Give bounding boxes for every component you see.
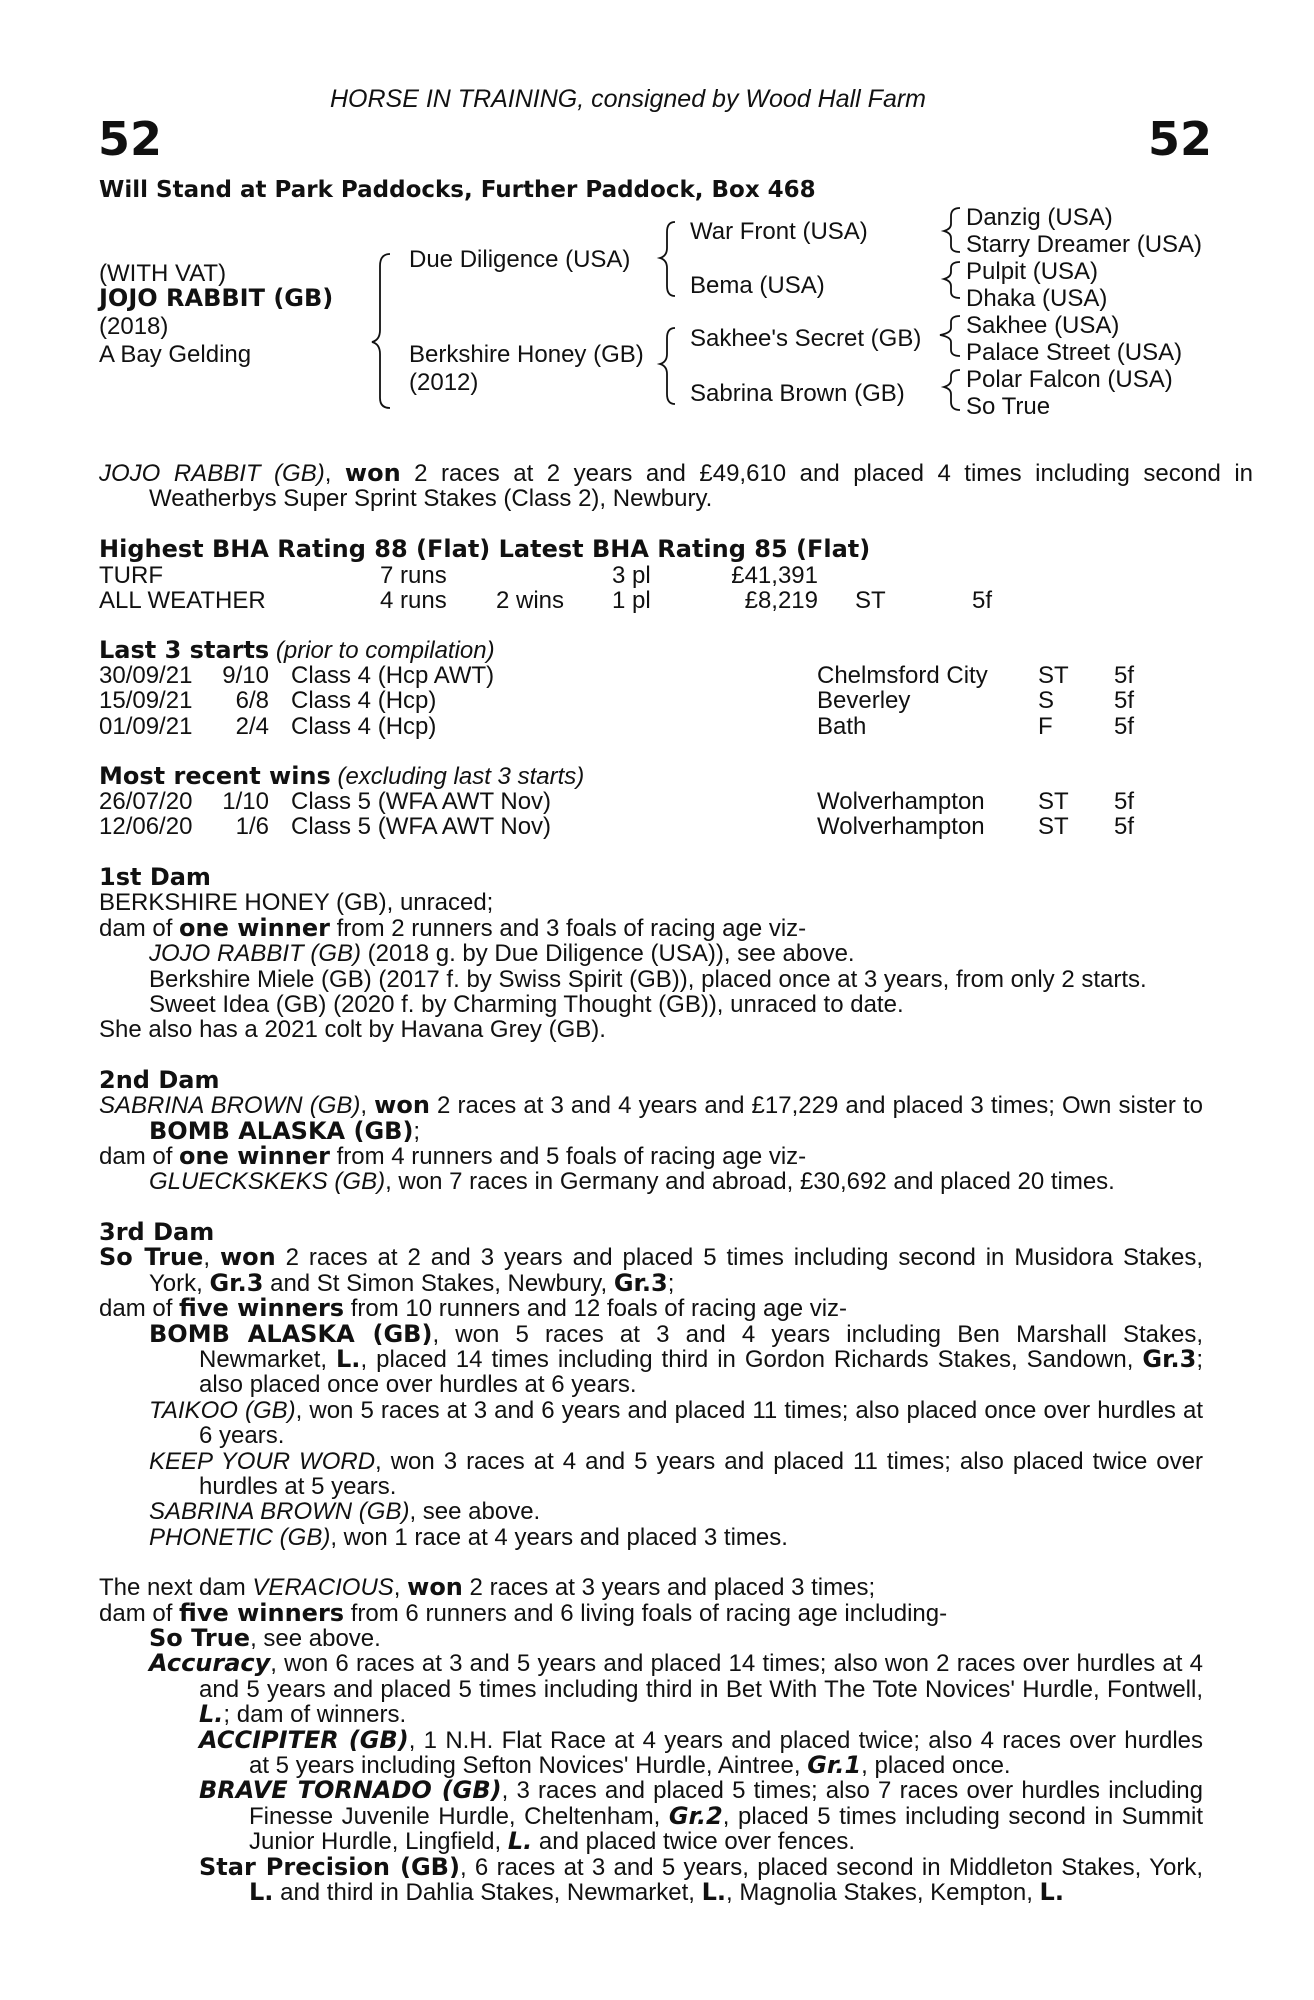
produce-entry: SABRINA BROWN (GB), see above.	[149, 1498, 541, 1526]
next-dam-line: The next dam VERACIOUS, won 2 races at 3 years and placed 3 times;	[99, 1573, 876, 1602]
grandsire-3: Pulpit (USA)	[966, 258, 1099, 285]
produce-entry: Sweet Idea (GB) (2020 f. by Charming Thought (GB)), unraced to date.	[149, 991, 904, 1019]
recent-wins-heading: Most recent wins (excluding last 3 starts)	[99, 762, 585, 790]
sire-sire: War Front (USA)	[690, 218, 868, 245]
first-dam-produce-line: dam of one winner from 2 runners and 3 foals of racing age viz-	[99, 913, 807, 942]
stand-location: Will Stand at Park Paddocks, Further Paddock, Box 468	[99, 177, 816, 203]
next-dam-produce-line: dam of five winners from 6 runners and 6 living foals of racing age including-	[99, 1598, 948, 1627]
grandsire-1: Danzig (USA)	[966, 204, 1113, 231]
table-row: 01/09/21 2/4 Class 4 (Hcp) Bath F 5f	[99, 712, 1135, 740]
produce-entry: Accuracy, won 6 races at 3 and 5 years and placed 14 times; also won 2 races over hurdles at 4 and 5 years and placed 5 times including third in Bet With The Tote Novices' Hurdle, Fontwell, L.; dam of winners.	[149, 1649, 1203, 1729]
produce-entry: GLUECKSKEKS (GB), won 7 races in Germany and abroad, £30,692 and placed 20 times.	[149, 1168, 1115, 1196]
summary-won: won	[344, 459, 401, 487]
horse-name: JOJO RABBIT (GB)	[99, 284, 334, 312]
bha-ratings-heading: Highest BHA Rating 88 (Flat) Latest BHA Rating 85 (Flat)	[99, 535, 871, 563]
horse-description: A Bay Gelding	[99, 341, 252, 368]
vat-note: (WITH VAT)	[99, 260, 227, 287]
grandsire-7: Polar Falcon (USA)	[966, 366, 1173, 393]
granddam-8: So True	[966, 393, 1051, 420]
produce-entry: KEEP YOUR WORD, won 3 races at 4 and 5 years and placed 11 times; also placed twice over hurdles at 5 years.	[149, 1447, 1203, 1500]
granddam-6: Palace Street (USA)	[966, 339, 1183, 366]
granddam-2: Starry Dreamer (USA)	[966, 231, 1203, 258]
produce-entry: JOJO RABBIT (GB) (2018 g. by Due Diligence (USA)), see above.	[149, 940, 855, 968]
dam-year: (2012)	[409, 369, 479, 396]
third-dam-produce-line: dam of five winners from 10 runners and 12 foals of racing age viz-	[99, 1294, 848, 1323]
dam: Berkshire Honey (GB)	[409, 341, 644, 368]
summary-text: 2 races at 2 years and £49,610 and placed 4 times including second in Weatherbys Super Sprint Stakes (Class 2), Newbury.	[149, 460, 1253, 513]
ratings-row: TURF 7 runs 3 pl £41,391	[99, 562, 818, 589]
third-dam-line: So True, won 2 races at 2 and 3 years and placed 5 times including second in Musidora Stakes, York, Gr.3 and St Simon Stakes, Newbury, Gr.3;	[99, 1243, 1204, 1297]
ratings-row: ALL WEATHER 4 runs 2 wins 1 pl £8,219 ST 5f	[99, 587, 993, 615]
last-starts-heading: Last 3 starts (prior to compilation)	[99, 636, 495, 664]
sire: Due Diligence (USA)	[409, 246, 631, 273]
last-starts-table	[0, 663, 1314, 740]
first-dam-heading: 1st Dam	[99, 863, 211, 891]
third-dam-heading: 3rd Dam	[99, 1217, 215, 1246]
summary-horse-name: JOJO RABBIT (GB)	[99, 460, 325, 487]
produce-entry: PHONETIC (GB), won 1 race at 4 years and placed 3 times.	[149, 1523, 788, 1551]
produce-entry: BOMB ALASKA (GB), won 5 races at 3 and 4 years including Ben Marshall Stakes, Newmarket, L., placed 14 times including third in Gordon Richards Stakes, Sandown, Gr.3; also placed once over hurdles at 6 years.	[149, 1319, 1203, 1399]
dam-dam: Sabrina Brown (GB)	[690, 380, 905, 407]
granddam-4: Dhaka (USA)	[966, 285, 1108, 312]
produce-entry: So True, see above.	[149, 1623, 381, 1652]
race-summary: JOJO RABBIT (GB), won 2 races at 2 years and £49,610 and placed 4 times including second in Weatherbys Super Sprint Stakes (Class 2), Newbury.	[99, 459, 1253, 513]
table-row: 26/07/20 1/10 Class 5 (WFA AWT Nov) Wolverhampton ST 5f	[99, 788, 1135, 815]
second-dam-heading: 2nd Dam	[99, 1065, 220, 1094]
second-dam-produce-line: dam of one winner from 4 runners and 5 foals of racing age viz-	[99, 1142, 807, 1171]
produce-entry: Star Precision (GB), 6 races at 3 and 5 years, placed second in Middleton Stakes, York, L. and third in Dahlia Stakes, Newmarket, L., Magnolia Stakes, Kempton, L.	[199, 1852, 1203, 1907]
table-row: 15/09/21 6/8 Class 4 (Hcp) Beverley S 5f	[99, 687, 1135, 715]
produce-entry: Berkshire Miele (GB) (2017 f. by Swiss Spirit (GB)), placed once at 3 years, from only 2 starts.	[149, 965, 1147, 993]
table-row: 12/06/20 1/6 Class 5 (WFA AWT Nov) Wolverhampton ST 5f	[99, 813, 1135, 841]
grandsire-5: Sakhee (USA)	[966, 312, 1120, 339]
dam-sire: Sakhee's Secret (GB)	[690, 325, 922, 352]
page-title: HORSE IN TRAINING, consigned by Wood Hall Farm	[330, 85, 926, 113]
table-row: 30/09/21 9/10 Class 4 (Hcp AWT) Chelmsford City ST 5f	[99, 662, 1135, 689]
second-dam-line: SABRINA BROWN (GB), won 2 races at 3 and 4 years and £17,229 and placed 3 times; Own sister to BOMB ALASKA (GB);	[99, 1091, 1203, 1145]
dam-section	[99, 865, 1203, 1905]
horse-year: (2018)	[99, 313, 169, 340]
lot-number-right: 52	[1148, 112, 1213, 166]
ratings-table	[0, 563, 1314, 615]
recent-wins-table	[0, 789, 1314, 841]
produce-entry: TAIKOO (GB), won 5 races at 3 and 6 years and placed 11 times; also placed once over hurdles at 6 years.	[149, 1396, 1204, 1450]
produce-entry: BRAVE TORNADO (GB), 3 races and placed 5 times; also 7 races over hurdles including Finesse Juvenile Hurdle, Cheltenham, Gr.2, placed 5 times including second in Summit Junior Hurdle, Lingfield, L. and placed twice over fences.	[199, 1776, 1203, 1856]
sire-dam: Bema (USA)	[690, 272, 825, 299]
produce-entry: ACCIPITER (GB), 1 N.H. Flat Race at 4 years and placed twice; also 4 races over hurdles at 5 years including Sefton Novices' Hurdle, Aintree, Gr.1, placed once.	[199, 1725, 1203, 1779]
first-dam-line: BERKSHIRE HONEY (GB), unraced;	[99, 889, 494, 917]
first-dam-note: She also has a 2021 colt by Havana Grey (GB).	[99, 1016, 606, 1044]
lot-number-left: 52	[98, 112, 163, 166]
